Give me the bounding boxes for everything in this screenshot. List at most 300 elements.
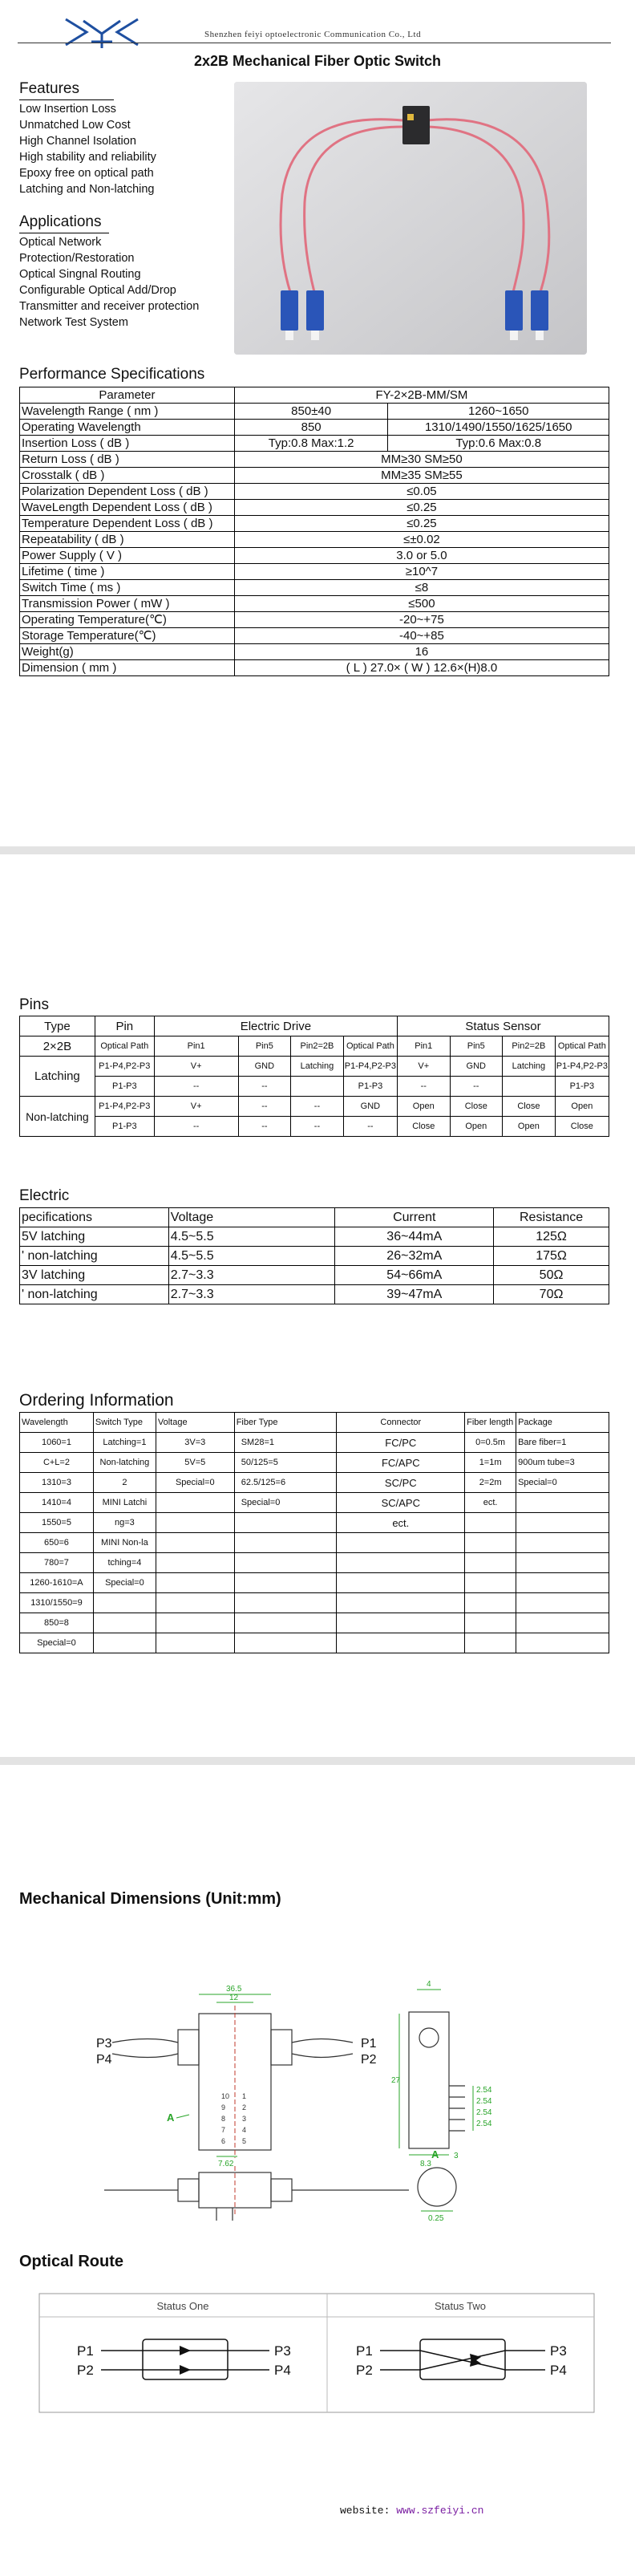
- param-label: Storage Temperature(℃): [20, 628, 235, 644]
- feature-item: High stability and reliability: [19, 151, 156, 164]
- param-value: MM≥35 SM≥55: [234, 468, 609, 484]
- electric-heading: Electric: [19, 1187, 70, 1204]
- features-heading: [19, 80, 79, 98]
- model-header: FY-2×2B-MM/SM: [234, 387, 609, 404]
- table-row: [20, 516, 609, 532]
- pin-cell: P1-P3: [343, 1077, 397, 1097]
- website-label: website:: [340, 2505, 390, 2517]
- param-label: Dimension ( mm ): [20, 660, 235, 676]
- order-cell: [337, 1553, 465, 1573]
- pin-cell: --: [154, 1077, 238, 1097]
- features-list: [19, 101, 156, 197]
- param-value: ≤±0.02: [234, 532, 609, 548]
- sub-header: Pin5: [450, 1036, 503, 1057]
- voltage-cell: 2.7~3.3: [168, 1285, 335, 1304]
- param-label: Crosstalk ( dB ): [20, 468, 235, 484]
- param-label: Temperature Dependent Loss ( dB ): [20, 516, 235, 532]
- column-header: Voltage: [168, 1208, 335, 1227]
- spec-label: 3V latching: [20, 1266, 169, 1285]
- sub-header: Pin2=2B: [291, 1036, 344, 1057]
- table-row: [20, 1208, 609, 1227]
- column-header: Resistance: [494, 1208, 609, 1227]
- table-row: [20, 1097, 609, 1117]
- pin-cell: P1-P3: [95, 1117, 154, 1137]
- order-cell: [156, 1593, 234, 1613]
- website-footer: [340, 2505, 483, 2517]
- param-label: Lifetime ( time ): [20, 564, 235, 580]
- column-header: Current: [335, 1208, 494, 1227]
- order-cell: 1310/1550=9: [20, 1593, 94, 1613]
- parameter-header: Parameter: [20, 387, 235, 404]
- order-cell: [234, 1573, 337, 1593]
- order-cell: [234, 1593, 337, 1613]
- sub-header: Optical Path: [555, 1036, 609, 1057]
- port-label: P1: [361, 2037, 377, 2051]
- param-value-sm: 1310/1490/1550/1625/1650: [388, 420, 609, 436]
- pin-number: 7: [221, 2126, 226, 2134]
- pins-heading: Pins: [19, 996, 49, 1013]
- order-cell: [337, 1573, 465, 1593]
- sub-header: Pin2=2B: [503, 1036, 556, 1057]
- pin-header: Pin: [95, 1016, 154, 1036]
- order-cell: 1410=4: [20, 1493, 94, 1513]
- order-cell: [516, 1493, 609, 1513]
- pin-number: 3: [242, 2115, 247, 2123]
- dim-label: 4: [427, 1980, 431, 1989]
- optical-route-diagram: [38, 2293, 595, 2413]
- table-row: [20, 660, 609, 676]
- dim-label: 36.5: [226, 1985, 242, 1994]
- port-label: P2: [77, 2363, 94, 2378]
- order-cell: [516, 1573, 609, 1593]
- dim-label: 2.54: [476, 2108, 492, 2117]
- param-label: Operating Temperature(℃): [20, 612, 235, 628]
- resistance-cell: 125Ω: [494, 1227, 609, 1247]
- pin-cell: Close: [555, 1117, 609, 1137]
- application-item: Optical Singnal Routing: [19, 268, 141, 281]
- order-cell: [465, 1613, 516, 1633]
- dim-label: 2.54: [476, 2097, 492, 2106]
- table-row: [20, 532, 609, 548]
- resistance-cell: 50Ω: [494, 1266, 609, 1285]
- pin-number: 9: [221, 2103, 226, 2112]
- pin-cell: Close: [503, 1097, 556, 1117]
- marker-a: A: [167, 2112, 175, 2124]
- param-label: Switch Time ( ms ): [20, 580, 235, 596]
- pin-cell: GND: [238, 1057, 290, 1077]
- table-row: [20, 1633, 609, 1653]
- company-logo: [63, 14, 141, 50]
- features-underline: [19, 99, 114, 100]
- table-row: [20, 1247, 609, 1266]
- param-value: ≤0.25: [234, 516, 609, 532]
- current-cell: 36~44mA: [335, 1227, 494, 1247]
- port-label: P3: [96, 2037, 112, 2051]
- table-row: [20, 1227, 609, 1247]
- website-link[interactable]: www.szfeiyi.cn: [396, 2505, 484, 2517]
- order-cell: [234, 1553, 337, 1573]
- table-row: [20, 580, 609, 596]
- pin-cell: --: [238, 1097, 290, 1117]
- pin-cell: V+: [154, 1057, 238, 1077]
- order-cell: 1=1m: [465, 1453, 516, 1473]
- param-value: 16: [234, 644, 609, 660]
- current-cell: 54~66mA: [335, 1266, 494, 1285]
- order-cell: Special=0: [20, 1633, 94, 1653]
- table-row: [20, 1036, 609, 1057]
- application-item: Protection/Restoration: [19, 252, 135, 265]
- pin-cell: Open: [398, 1097, 451, 1117]
- order-cell: [156, 1533, 234, 1553]
- column-header: Fiber length: [465, 1413, 516, 1433]
- order-cell: 3V=3: [156, 1433, 234, 1453]
- order-cell: [93, 1613, 156, 1633]
- pin-cell: Latching: [291, 1057, 344, 1077]
- order-cell: 2=2m: [465, 1473, 516, 1493]
- dim-label: 2.54: [476, 2120, 492, 2128]
- pin-cell: [503, 1077, 556, 1097]
- pin-cell: [291, 1077, 344, 1097]
- order-cell: tching=4: [93, 1553, 156, 1573]
- pin-number: 8: [221, 2115, 226, 2123]
- pin-cell: P1-P3: [555, 1077, 609, 1097]
- table-row: [20, 1285, 609, 1304]
- param-value: MM≥30 SM≥50: [234, 452, 609, 468]
- pin-cell: P1-P4,P2-P3: [343, 1057, 397, 1077]
- mechanical-heading: Mechanical Dimensions (Unit:mm): [19, 1890, 281, 1908]
- order-cell: [156, 1613, 234, 1633]
- marker-a: A: [431, 2148, 439, 2160]
- page-one: [0, 0, 635, 846]
- port-label: P1: [77, 2343, 94, 2359]
- order-cell: [516, 1593, 609, 1613]
- page-separator: [0, 1757, 635, 1765]
- table-row: [20, 1453, 609, 1473]
- order-cell: [516, 1513, 609, 1533]
- pin-cell: --: [450, 1077, 503, 1097]
- order-cell: [93, 1593, 156, 1613]
- feature-item: Epoxy free on optical path: [19, 167, 154, 180]
- spec-label: ' non-latching: [20, 1285, 169, 1304]
- order-cell: [234, 1633, 337, 1653]
- pin-number: 5: [242, 2137, 247, 2145]
- dim-label: 7.62: [218, 2160, 234, 2168]
- param-value-sm: Typ:0.6 Max:0.8: [388, 436, 609, 452]
- pin-cell: GND: [343, 1097, 397, 1117]
- param-value-mm: 850±40: [234, 404, 388, 420]
- order-cell: ect.: [337, 1513, 465, 1533]
- pin-cell: --: [238, 1077, 290, 1097]
- page-separator: [0, 846, 635, 854]
- param-label: Transmission Power ( mW ): [20, 596, 235, 612]
- order-cell: [93, 1633, 156, 1653]
- pin-cell: --: [398, 1077, 451, 1097]
- order-cell: [234, 1513, 337, 1533]
- mechanical-drawing: [88, 1917, 537, 2222]
- order-cell: 1310=3: [20, 1473, 94, 1493]
- order-cell: 62.5/125=6: [234, 1473, 337, 1493]
- port-label: P3: [550, 2343, 567, 2359]
- order-cell: 780=7: [20, 1553, 94, 1573]
- port-label: P4: [274, 2363, 291, 2378]
- resistance-cell: 175Ω: [494, 1247, 609, 1266]
- voltage-cell: 4.5~5.5: [168, 1247, 335, 1266]
- port-label: P2: [356, 2363, 373, 2378]
- order-cell: FC/PC: [337, 1433, 465, 1453]
- order-cell: [337, 1613, 465, 1633]
- status-one-label: Status One: [156, 2300, 209, 2312]
- model-cell: 2×2B: [20, 1036, 95, 1057]
- table-row: [20, 500, 609, 516]
- param-value: -40~+85: [234, 628, 609, 644]
- order-cell: [156, 1553, 234, 1573]
- table-row: [20, 1077, 609, 1097]
- column-header: pecifications: [20, 1208, 169, 1227]
- product-photo-drawing: [234, 82, 587, 355]
- pin-cell: GND: [450, 1057, 503, 1077]
- order-cell: [465, 1533, 516, 1553]
- dim-label: 8.3: [420, 2160, 431, 2168]
- order-cell: [516, 1613, 609, 1633]
- nonlatching-type: Non-latching: [20, 1097, 95, 1137]
- application-item: Transmitter and receiver protection: [19, 300, 200, 313]
- param-value: ( L ) 27.0× ( W ) 12.6×(H)8.0: [234, 660, 609, 676]
- order-cell: ect.: [465, 1493, 516, 1513]
- table-row: [20, 1553, 609, 1573]
- pin-number: 2: [242, 2103, 247, 2112]
- pin-cell: P1-P4,P2-P3: [555, 1057, 609, 1077]
- param-label: Return Loss ( dB ): [20, 452, 235, 468]
- electric-drive-header: Electric Drive: [154, 1016, 397, 1036]
- order-cell: [234, 1613, 337, 1633]
- ordering-heading: Ordering Information: [19, 1391, 174, 1410]
- order-cell: SC/APC: [337, 1493, 465, 1513]
- param-label: Wavelength Range ( nm ): [20, 404, 235, 420]
- order-cell: [337, 1533, 465, 1553]
- param-value: 3.0 or 5.0: [234, 548, 609, 564]
- order-cell: 850=8: [20, 1613, 94, 1633]
- table-row: [20, 1533, 609, 1553]
- table-row: [20, 1513, 609, 1533]
- performance-heading: Performance Specifications: [19, 366, 205, 383]
- features-heading-text: Features: [19, 80, 79, 97]
- param-label: Polarization Dependent Loss ( dB ): [20, 484, 235, 500]
- pin-cell: Open: [503, 1117, 556, 1137]
- order-cell: [516, 1533, 609, 1553]
- order-cell: SC/PC: [337, 1473, 465, 1493]
- param-label: Repeatability ( dB ): [20, 532, 235, 548]
- column-header: Switch Type: [93, 1413, 156, 1433]
- pin-cell: Open: [450, 1117, 503, 1137]
- sub-header: Optical Path: [95, 1036, 154, 1057]
- status-sensor-header: Status Sensor: [398, 1016, 609, 1036]
- port-label: P3: [274, 2343, 291, 2359]
- pin-cell: --: [291, 1117, 344, 1137]
- order-cell: [156, 1513, 234, 1533]
- order-cell: Bare fiber=1: [516, 1433, 609, 1453]
- table-row: [20, 1473, 609, 1493]
- param-value-mm: Typ:0.8 Max:1.2: [234, 436, 388, 452]
- pin-cell: --: [343, 1117, 397, 1137]
- table-row: [20, 628, 609, 644]
- order-cell: 1550=5: [20, 1513, 94, 1533]
- param-value-sm: 1260~1650: [388, 404, 609, 420]
- pin-cell: P1-P4,P2-P3: [95, 1057, 154, 1077]
- order-cell: 1060=1: [20, 1433, 94, 1453]
- order-cell: 2: [93, 1473, 156, 1493]
- feature-item: Unmatched Low Cost: [19, 119, 131, 132]
- pin-cell: V+: [154, 1097, 238, 1117]
- order-cell: [156, 1493, 234, 1513]
- voltage-cell: 4.5~5.5: [168, 1227, 335, 1247]
- pin-number: 4: [242, 2126, 247, 2134]
- order-cell: Special=0: [516, 1473, 609, 1493]
- table-row: [20, 596, 609, 612]
- route-heading: Optical Route: [19, 2253, 124, 2270]
- table-row: [20, 1413, 609, 1433]
- table-row: [20, 1573, 609, 1593]
- table-row: [20, 612, 609, 628]
- sub-header: Pin1: [398, 1036, 451, 1057]
- application-item: Configurable Optical Add/Drop: [19, 284, 176, 297]
- pin-number: 10: [221, 2092, 230, 2100]
- dim-label: 2.54: [476, 2086, 492, 2095]
- port-label: P1: [356, 2343, 373, 2359]
- table-row: [20, 436, 609, 452]
- param-value: ≤500: [234, 596, 609, 612]
- pin-cell: --: [154, 1117, 238, 1137]
- order-cell: [465, 1633, 516, 1653]
- application-item: Optical Network: [19, 236, 102, 249]
- pin-cell: Close: [450, 1097, 503, 1117]
- order-cell: Special=0: [93, 1573, 156, 1593]
- column-header: Fiber Type: [234, 1413, 337, 1433]
- current-cell: 26~32mA: [335, 1247, 494, 1266]
- table-row: [20, 1433, 609, 1453]
- order-cell: [156, 1573, 234, 1593]
- table-row: [20, 1016, 609, 1036]
- table-row: [20, 1117, 609, 1137]
- applications-list: [19, 234, 199, 331]
- table-row: [20, 1493, 609, 1513]
- order-cell: Non-latching: [93, 1453, 156, 1473]
- port-label: P4: [550, 2363, 567, 2378]
- order-cell: [516, 1633, 609, 1653]
- order-cell: ng=3: [93, 1513, 156, 1533]
- table-row: [20, 548, 609, 564]
- current-cell: 39~47mA: [335, 1285, 494, 1304]
- feature-item: Latching and Non-latching: [19, 183, 155, 196]
- table-row: [20, 404, 609, 420]
- column-header: Wavelength: [20, 1413, 94, 1433]
- order-cell: 50/125=5: [234, 1453, 337, 1473]
- dim-label: 0.25: [428, 2214, 444, 2222]
- pins-table: [19, 1016, 609, 1137]
- order-cell: 5V=5: [156, 1453, 234, 1473]
- order-cell: [465, 1553, 516, 1573]
- order-cell: [465, 1513, 516, 1533]
- order-cell: [234, 1533, 337, 1553]
- table-row: [20, 468, 609, 484]
- performance-table: [19, 387, 609, 676]
- sub-header: Pin5: [238, 1036, 290, 1057]
- table-row: [20, 1593, 609, 1613]
- order-cell: 0=0.5m: [465, 1433, 516, 1453]
- pin-cell: P1-P4,P2-P3: [95, 1097, 154, 1117]
- order-cell: Special=0: [156, 1473, 234, 1493]
- port-label: P2: [361, 2053, 377, 2067]
- dim-label: 3: [454, 2152, 459, 2160]
- feature-item: Low Insertion Loss: [19, 103, 116, 116]
- table-row: [20, 452, 609, 468]
- pin-number: 6: [221, 2137, 226, 2145]
- port-label: P4: [96, 2053, 112, 2067]
- table-row: [20, 564, 609, 580]
- table-row: [20, 420, 609, 436]
- pin-cell: --: [291, 1097, 344, 1117]
- pin-cell: Open: [555, 1097, 609, 1117]
- order-cell: MINI Latchi: [93, 1493, 156, 1513]
- table-row: [20, 1613, 609, 1633]
- electric-table: [19, 1207, 609, 1304]
- param-label: Power Supply ( V ): [20, 548, 235, 564]
- order-cell: [337, 1633, 465, 1653]
- pin-cell: Latching: [503, 1057, 556, 1077]
- type-header: Type: [20, 1016, 95, 1036]
- order-cell: MINI Non-la: [93, 1533, 156, 1553]
- order-cell: C+L=2: [20, 1453, 94, 1473]
- document-title: 2x2B Mechanical Fiber Optic Switch: [193, 53, 442, 69]
- param-label: Operating Wavelength: [20, 420, 235, 436]
- order-cell: 650=6: [20, 1533, 94, 1553]
- spec-label: 5V latching: [20, 1227, 169, 1247]
- table-row: [20, 644, 609, 660]
- pin-cell: P1-P3: [95, 1077, 154, 1097]
- applications-heading: [19, 213, 101, 231]
- order-cell: [156, 1633, 234, 1653]
- resistance-cell: 70Ω: [494, 1285, 609, 1304]
- latching-type: Latching: [20, 1057, 95, 1097]
- param-value: ≥10^7: [234, 564, 609, 580]
- param-value-mm: 850: [234, 420, 388, 436]
- pin-cell: Close: [398, 1117, 451, 1137]
- column-header: Package: [516, 1413, 609, 1433]
- status-two-label: Status Two: [434, 2300, 487, 2312]
- param-value: ≤0.05: [234, 484, 609, 500]
- table-row: [20, 1057, 609, 1077]
- voltage-cell: 2.7~3.3: [168, 1266, 335, 1285]
- pin-number: 1: [242, 2092, 247, 2100]
- param-label: Insertion Loss ( dB ): [20, 436, 235, 452]
- order-cell: SM28=1: [234, 1433, 337, 1453]
- applications-heading-text: Applications: [19, 213, 102, 230]
- application-item: Network Test System: [19, 316, 128, 329]
- param-value: ≤0.25: [234, 500, 609, 516]
- order-cell: Special=0: [234, 1493, 337, 1513]
- order-cell: [516, 1553, 609, 1573]
- spec-label: ' non-latching: [20, 1247, 169, 1266]
- order-cell: FC/APC: [337, 1453, 465, 1473]
- param-label: Weight(g): [20, 644, 235, 660]
- order-cell: [465, 1573, 516, 1593]
- table-row: [20, 387, 609, 404]
- feature-item: High Channel Isolation: [19, 135, 136, 148]
- param-value: ≤8: [234, 580, 609, 596]
- dim-label: 27: [391, 2076, 401, 2085]
- ordering-table: [19, 1412, 609, 1653]
- param-value: -20~+75: [234, 612, 609, 628]
- sub-header: Pin1: [154, 1036, 238, 1057]
